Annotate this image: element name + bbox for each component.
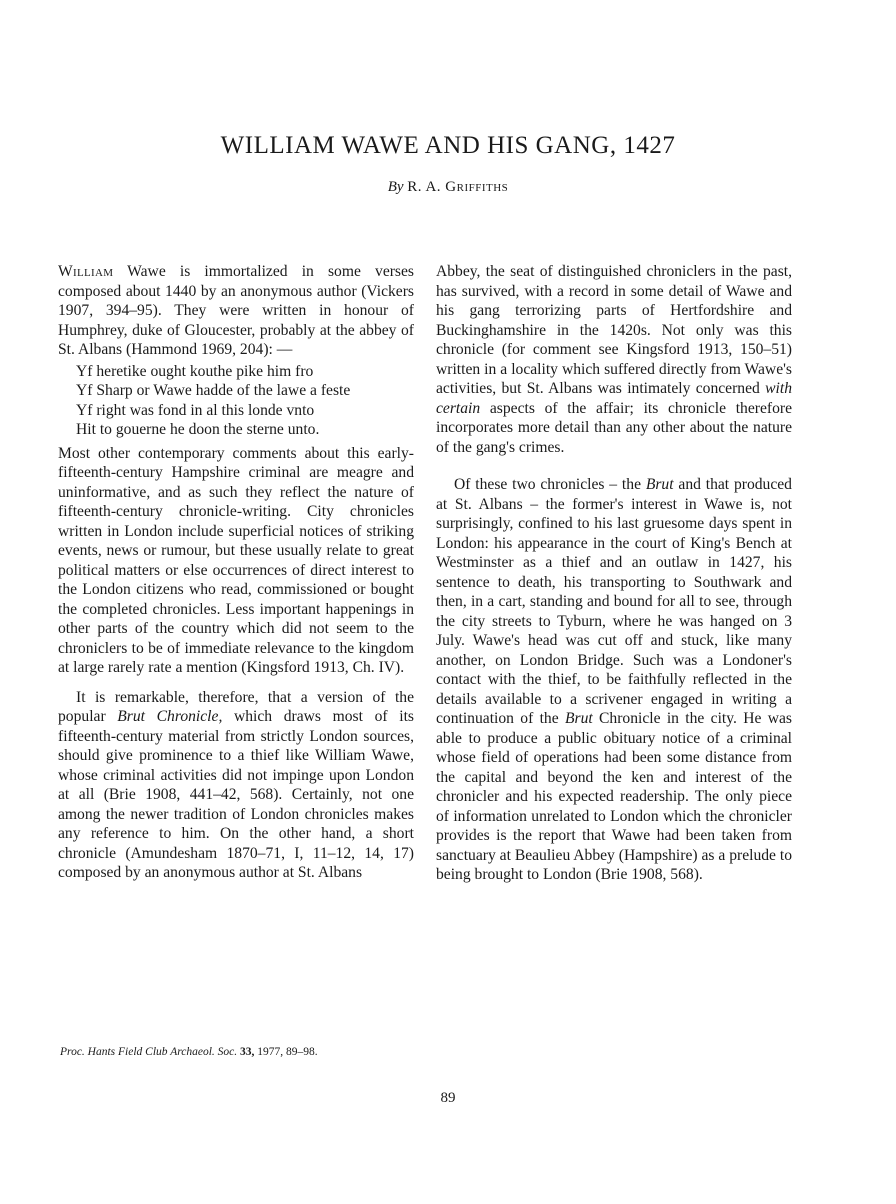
italic-title: Brut	[564, 710, 593, 727]
journal-pages: 1977, 89–98.	[254, 1046, 318, 1058]
text-run: Of these two chronicles – the	[454, 476, 646, 493]
italic-title: Brut Chronicle,	[117, 708, 223, 725]
text-run: aspects of the affair; its chronicle therefore incorporates more detail than any other about the nature of the gang's crimes.	[436, 399, 792, 456]
text-run: It is remarkable, therefore, that a version of the popular	[58, 688, 414, 725]
text-run: and that produced at St. Albans – the former's interest in Wawe is, not surprisingly, confined to his last gruesome days spent in London: his appearance in the court of King's Bench at Westminster as a thief and an outlaw in 1427, his sentence to death, his transporting to Southwark and then, in a cart, standing and bound for all to see, through the city streets to Tyburn, where he was hanged on 3 July. Wawe's head was cut off and stuck, like many another, on London Bridge. Such was a Londoner's contact with the thief, to be faithfully reflected in the details available to a scrivener engaged in writing a continuation of the	[436, 476, 792, 727]
paragraph-contemporary: Most other contemporary comments about this early-fifteenth-century Hampshire criminal are meagre and uninformative, and as such they reflect the nature of fifteenth-century chronicle-writing. City chronicles written in London include superficial notices of striking events, news or rumour, but these usually relate to great political matters or else occurrences of direct interest to the London citizens who read, commissioned or bought the completed chronicles. Less important happenings in other parts of the country which did not seem to the chroniclers to be of immediate relevance to the kingdom at large rarely rate a mention (Kingsford 1913, Ch. IV).	[58, 444, 414, 676]
left-column	[58, 262, 414, 883]
author-name: R. A. Griffiths	[407, 179, 509, 195]
paragraph-abbey	[436, 262, 792, 457]
page-number: 89	[440, 1090, 456, 1106]
journal-volume: 33,	[240, 1046, 255, 1058]
verse-line: Hit to gouerne he doon the sterne unto.	[76, 421, 320, 438]
verse-line: Yf heretike ought kouthe pike him fro	[76, 362, 314, 380]
lead-word: William	[58, 263, 114, 280]
journal-name: Proc. Hants Field Club Archaeol. Soc.	[60, 1046, 238, 1058]
paragraph-remarkable	[58, 688, 414, 883]
verse-block	[76, 362, 414, 440]
right-column	[436, 262, 792, 885]
italic-run: with certain	[436, 380, 792, 417]
text-run: which draws most of its fifteenth-century material from strictly London sources, should give prominence to a thief like William Wawe, whose criminal activities did not impinge upon London at all (Brie 1908, 441–42, 568). Certainly, not one among the newer tradition of London chronicles makes any reference to him. On the other hand, a short chronicle (Amundesham 1870–71, I, 11–12, 14, 17) composed by an anonymous author at St. Albans	[58, 708, 414, 881]
italic-title: Brut	[645, 476, 674, 493]
text-run: Chronicle in the city. He was able to produce a public obituary notice of a criminal whose field of operations had been some distance from the capital and beyond the ken and interest of the chronicler and his expected readership. The only piece of information unrelated to London which the chronicler provides is the report that Wawe had been taken from sanctuary at Beaulieu Abbey (Hampshire) as a prelude to being brought to London (Brie 1908, 568).	[436, 710, 792, 883]
paragraph-chronicles	[436, 475, 792, 885]
author-by: By	[387, 179, 404, 195]
text-run: Abbey, the seat of distinguished chroniclers in the past, has survived, with a record in some detail of Wawe and his gang terrorizing parts of Hertfordshire and Buckinghamshire in the 1420s. Not only was this chronicle (for comment see Kingsford 1913, 150–51) written in a locality which suffered directly from Wawe's activities, but St. Albans was intimately concerned	[436, 263, 792, 397]
journal-citation	[60, 1046, 318, 1058]
paragraph-intro	[58, 262, 414, 360]
article-title: WILLIAM WAWE AND HIS GANG, 1427	[220, 132, 676, 159]
verse-line: Yf right was fond in al this londe vnto	[76, 401, 315, 419]
verse-line: Yf Sharp or Wawe hadde of the lawe a feste	[76, 382, 351, 399]
author-line	[0, 179, 896, 196]
intro-text: Wawe is immortalized in some verses composed about 1440 by an anonymous author (Vickers 1907, 394–95). They were written in honour of Humphrey, duke of Gloucester, probably at the abbey of St. Albans (Hammond 1969, 204): —	[58, 263, 414, 358]
